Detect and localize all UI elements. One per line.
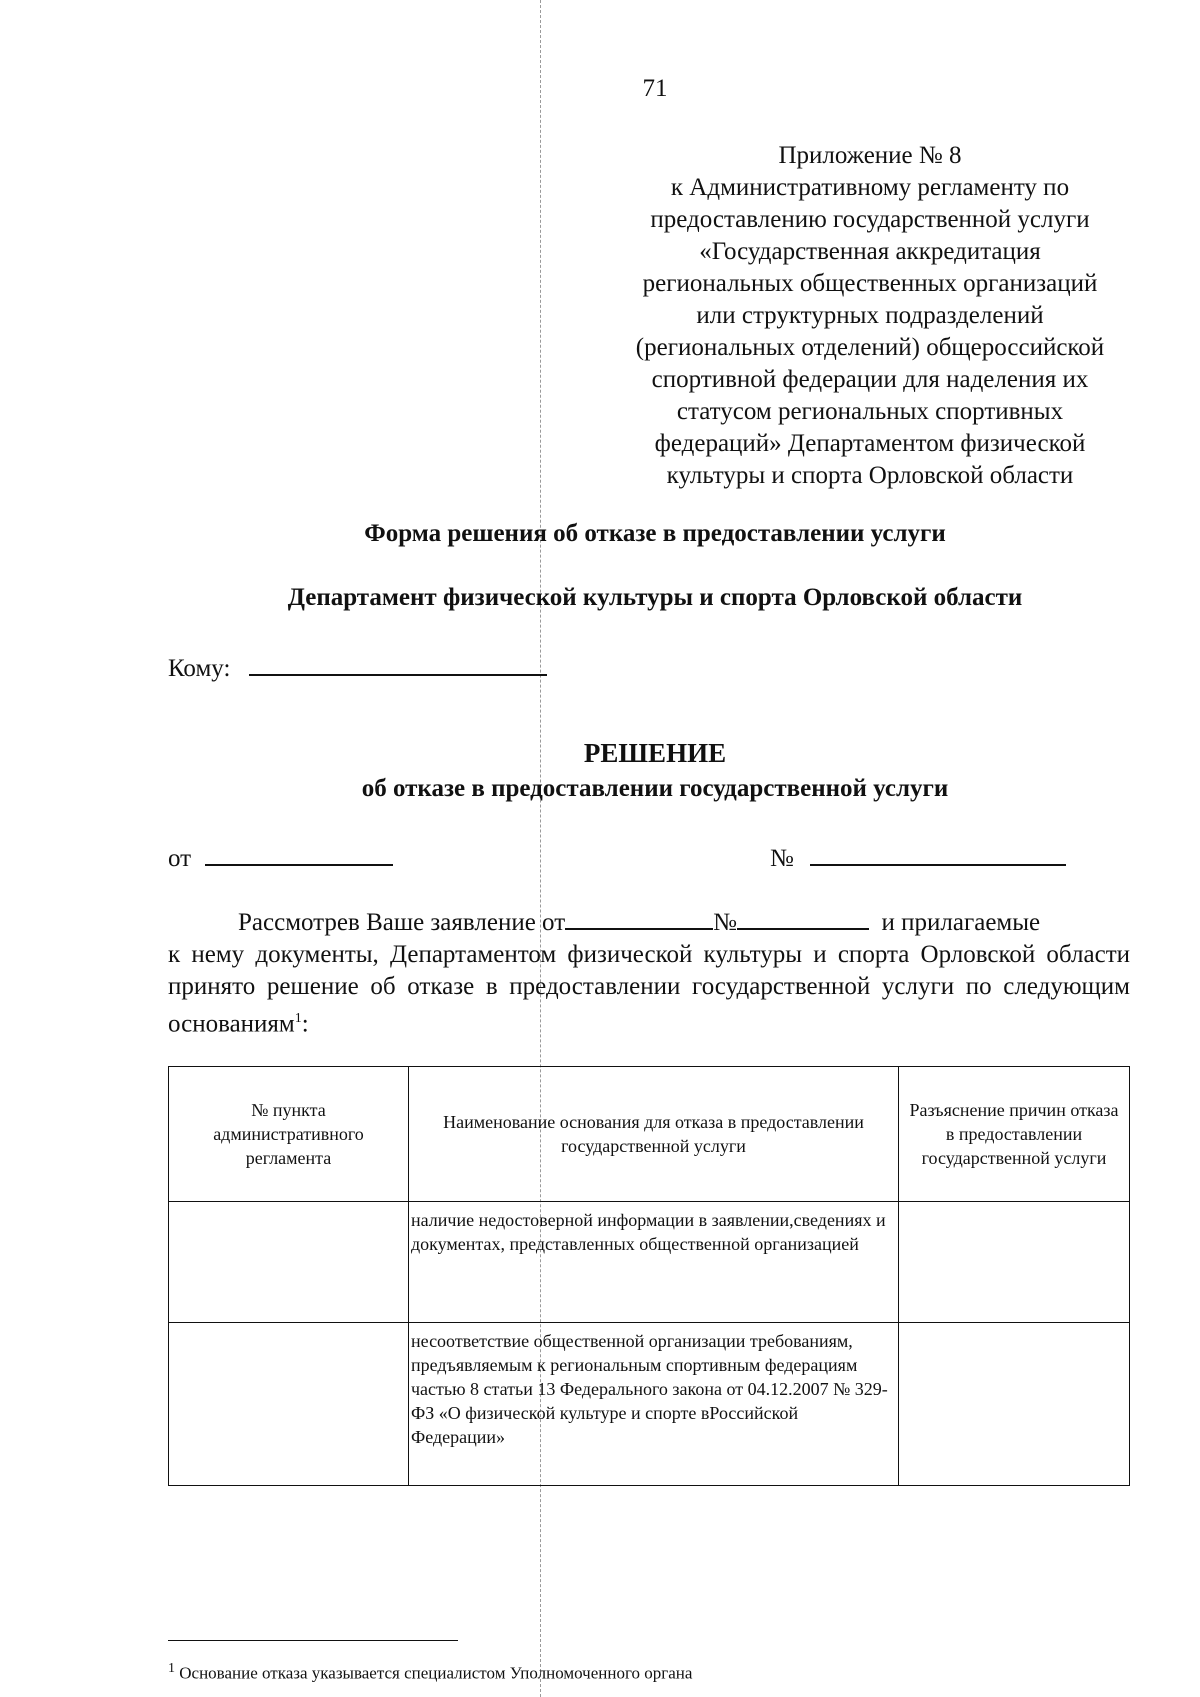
appendix-line: (региональных отделений) общероссийской — [635, 334, 1105, 361]
application-number-blank[interactable] — [737, 906, 869, 930]
number-label: № — [770, 845, 794, 872]
footnote-reference: 1 — [294, 1011, 302, 1026]
body-after-blanks: и прилагаемые — [881, 909, 1041, 936]
appendix-line: региональных общественных организаций — [642, 270, 1098, 297]
reasons-table — [168, 1066, 1130, 1486]
appendix-line: к Административному регламенту по — [670, 174, 1070, 201]
recipient-blank[interactable] — [249, 650, 547, 676]
recipient-label: Кому: — [168, 655, 231, 682]
form-title: Форма решения об отказе в предоставлении услуги — [364, 520, 946, 547]
appendix-line: спортивной федерации для наделения их — [651, 366, 1089, 393]
decision-subtitle: об отказе в предоставлении государственной услуги — [361, 775, 949, 802]
footnote-mark: 1 — [168, 1661, 175, 1676]
table-header-row — [169, 1067, 1130, 1202]
appendix-block — [610, 140, 1130, 492]
body-number-sign: № — [713, 909, 738, 936]
appendix-line: или структурных подразделений — [696, 302, 1044, 329]
footnote-separator — [168, 1640, 458, 1641]
cell-explanation[interactable] — [899, 1202, 1130, 1323]
appendix-line: культуры и спорта Орловской области — [666, 462, 1074, 489]
decision-date-row — [168, 840, 393, 873]
application-date-blank[interactable] — [565, 906, 713, 930]
table-row — [169, 1202, 1130, 1323]
cell-point[interactable] — [169, 1202, 409, 1323]
appendix-line: «Государственная аккредитация — [699, 238, 1041, 265]
table-row — [169, 1323, 1130, 1486]
footnote-text: Основание отказа указывается специалистом Уполномоченного органа — [179, 1663, 693, 1683]
body-first-line — [168, 906, 1130, 939]
body-start: Рассмотрев Ваше заявление от — [238, 909, 566, 936]
recipient-row — [168, 650, 547, 683]
date-label: от — [168, 845, 192, 872]
date-blank[interactable] — [205, 840, 393, 866]
appendix-line: федераций» Департаментом физической — [654, 430, 1086, 457]
body-rest: к нему документы, Департаментом физической культуры и спорта Орловской области принято решение об отказе в предоставлении государственной услуги по следующим основаниям — [168, 941, 1130, 1038]
cell-reason: наличие недостоверной информации в заявлении,сведениях и документах, представленных общественной организацией — [409, 1202, 899, 1323]
cell-point[interactable] — [169, 1323, 409, 1486]
department-name: Департамент физической культуры и спорта Орловской области — [287, 584, 1023, 611]
decision-number-row — [770, 840, 1066, 873]
cell-explanation[interactable] — [899, 1323, 1130, 1486]
decision-body — [168, 906, 1130, 1040]
footnote — [168, 1661, 692, 1684]
appendix-heading: Приложение № 8 — [778, 142, 962, 169]
header-reason: Наименование основания для отказа в предоставлении государственной услуги — [409, 1067, 899, 1202]
page-number: 71 — [642, 75, 668, 102]
appendix-line: статусом региональных спортивных — [676, 398, 1064, 425]
body-paragraph — [168, 939, 1130, 1040]
header-point: № пункта административного регламента — [169, 1067, 409, 1202]
decision-title: РЕШЕНИЕ — [583, 738, 727, 768]
body-end: : — [301, 1010, 309, 1038]
appendix-line: предоставлению государственной услуги — [650, 206, 1090, 233]
number-blank[interactable] — [810, 840, 1066, 866]
header-explanation: Разъяснение причин отказа в предоставлении государственной услуги — [899, 1067, 1130, 1202]
cell-reason: несоответствие общественной организации требованиям, предъявляемым к региональным спортивным федерациям частью 8 статьи 13 Федерального закона от 04.12.2007 № 329-ФЗ «О физической культуре и спорте вРоссийской Федерации» — [409, 1323, 899, 1486]
